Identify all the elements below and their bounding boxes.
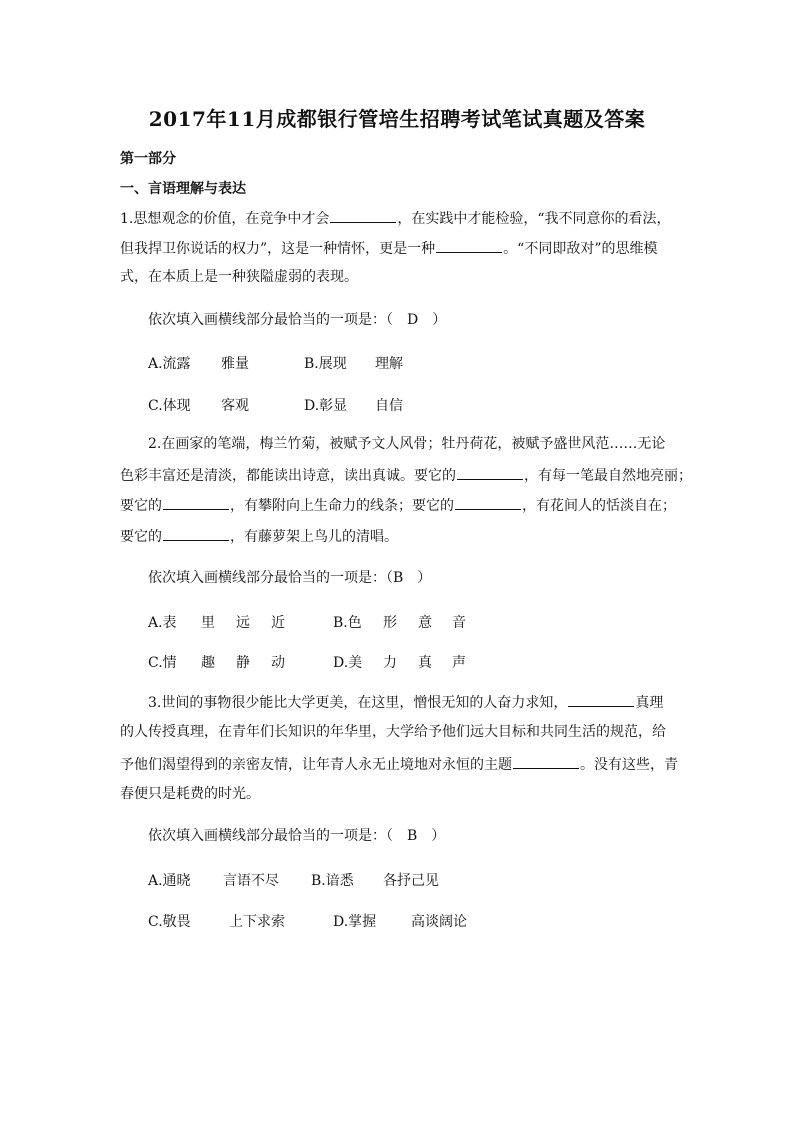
q1-line-2: [120, 240, 657, 256]
q2-line-3: [120, 497, 676, 513]
q3-prompt: 依次填入画横线部分最恰当的一项是：（ B ）: [148, 828, 446, 844]
q1-text: 1.思想观念的价值，在竞争中才会: [120, 211, 330, 227]
q3-option-c-word: 上下求索: [229, 914, 285, 930]
q1-blank-2: [436, 240, 502, 253]
q2-option-a: A.表: [148, 615, 177, 631]
q2-option-b-word: 音: [452, 615, 466, 631]
document-title: 2017年11月成都银行管培生招聘考试笔试真题及答案: [148, 107, 646, 131]
q3-text: 3.世间的事物很少能比大学更美，在这里，憎恨无知的人奋力求知，: [148, 695, 568, 711]
q3-option-d-word: 高谈阔论: [411, 914, 467, 930]
q2-line-4: [120, 528, 398, 544]
q3-line-1: [148, 694, 663, 710]
q2-option-d-word: 真: [418, 655, 432, 671]
q2-text: 色彩丰富还是清淡，都能读出诗意，读出真诚。要它的: [120, 468, 456, 484]
q2-text: ，有攀附向上生命力的线条；要它的: [230, 498, 454, 514]
q1-line-3: 式，在本质上是一种狭隘虚弱的表现。: [120, 269, 358, 285]
q2-text: ，有藤萝架上鸟儿的清唱。: [230, 529, 398, 545]
q3-option-a-word: 言语不尽: [223, 873, 279, 889]
q1-option-c: C.体现: [148, 398, 191, 414]
q3-line-3: [120, 756, 678, 772]
q2-prompt: 依次填入画横线部分最恰当的一项是：（B ）: [148, 570, 432, 586]
q2-option-a-word: 里: [201, 615, 215, 631]
q3-option-c: C.敬畏: [148, 914, 191, 930]
q1-option-b: B.展现: [304, 356, 347, 372]
q2-option-d: D.美: [333, 655, 363, 671]
q2-blank-4: [163, 528, 229, 541]
q2-text: ，有每一笔最自然地亮丽；: [524, 468, 692, 484]
q2-line-1: 2.在画家的笔端，梅兰竹菊，被赋予文人风骨；牡丹荷花，被赋予盛世风范……无论: [148, 436, 666, 452]
q1-option-a: A.流露: [148, 356, 191, 372]
q2-option-b-word: 形: [383, 615, 397, 631]
q3-text: 真理: [635, 695, 664, 711]
q1-blank-1: [330, 210, 396, 223]
q2-blank-1: [457, 467, 523, 480]
q1-text: ，在实践中才能检验，“我不同意你的看法，: [397, 211, 671, 227]
q1-line-1: [120, 210, 671, 226]
q3-line-4: 春便只是耗费的时光。: [120, 786, 260, 802]
q2-option-b-word: 意: [418, 615, 432, 631]
q2-option-a-word: 远: [236, 615, 250, 631]
q3-option-a: A.通晓: [148, 873, 191, 889]
q2-option-c-word: 动: [271, 655, 285, 671]
q1-option-b-word: 理解: [375, 356, 403, 372]
q2-blank-2: [163, 497, 229, 510]
q2-option-d-word: 力: [383, 655, 397, 671]
q2-text: 要它的: [120, 529, 162, 545]
q3-blank-2: [513, 756, 579, 769]
q2-option-d-word: 声: [452, 655, 466, 671]
q2-option-a-word: 近: [271, 615, 285, 631]
q1-prompt: 依次填入画横线部分最恰当的一项是：（ D ）: [148, 312, 447, 328]
q1-text: 但我捍卫你说话的权力”，这是一种情怀，更是一种: [120, 241, 436, 257]
q2-line-2: [120, 467, 692, 483]
q3-option-b: B.谙悉: [311, 873, 354, 889]
q3-line-2: 的人传授真理，在青年们长知识的年华里，大学给予他们远大目标和共同生活的规范，给: [120, 724, 666, 740]
q3-blank-1: [568, 694, 634, 707]
q1-option-d-word: 自信: [375, 398, 403, 414]
q2-text: 要它的: [120, 498, 162, 514]
q1-option-a-word: 雅量: [221, 356, 249, 372]
q2-option-b: B.色: [333, 615, 362, 631]
q1-option-d: D.彰显: [304, 398, 348, 414]
q2-blank-3: [455, 497, 521, 510]
part-heading: 第一部分: [120, 151, 176, 167]
q3-text: 。没有这些，青: [580, 757, 678, 773]
section-heading: 一、言语理解与表达: [120, 181, 246, 197]
q1-option-c-word: 客观: [221, 398, 249, 414]
q2-option-c-word: 静: [236, 655, 250, 671]
q2-text: ，有花间人的恬淡自在；: [522, 498, 676, 514]
q2-option-c-word: 趣: [201, 655, 215, 671]
q3-option-d: D.掌握: [333, 914, 377, 930]
q1-text: 。“不同即敌对”的思维模: [503, 241, 658, 257]
q2-option-c: C.情: [148, 655, 177, 671]
q3-option-b-word: 各抒己见: [383, 873, 439, 889]
q3-text: 予他们渴望得到的亲密友情，让年青人永无止境地对永恒的主题: [120, 757, 512, 773]
